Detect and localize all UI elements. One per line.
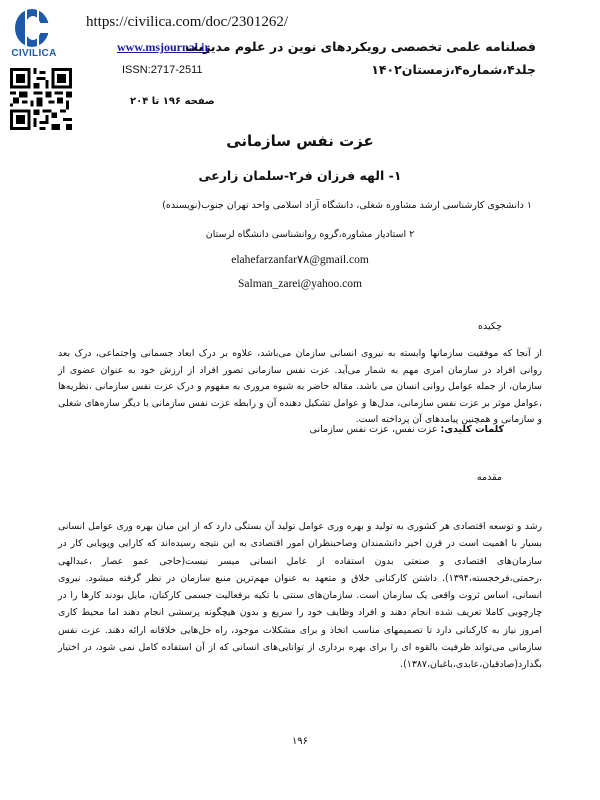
keywords-label: کلمات کلیدی: xyxy=(440,424,504,435)
logo-text: CIVILICA xyxy=(11,48,57,59)
affiliation-1: ۱ دانشجوی کارشناسی ارشد مشاوره شغلی، دانشگاه آزاد اسلامی واحد تهران جنوب(نویسنده) xyxy=(162,200,532,211)
abstract-text: از آنجا که موفقیت سازمانها وابسته به نیروی انسانی سازمان می‌باشد، علاوه بر درک ابعاد جسمانی واجتماعی، درک بعد روانی افراد در سازمان امری مهم به شمار می‌آید. عزت نفس سازمانی تصور افراد از ارزش خود به عنوان عضوی از سازمان، از جمله عوامل روانی انسان می باشد. مقاله حاضر به شیوه مروری به مفهوم و درک عزت نفس سازمانی ،نظریه‌ها ،عوامل موثر بر عزت نفس سازمانی، مدل‌ها و عوامل تشکیل دهنده آن و رابطه عزت نفس سازمانی با دیگر سازه‌های شغلی و سازمانی و همچنین پیامدهای آن پرداخته است. xyxy=(58,348,542,426)
email-2: Salman_zarei@yahoo.com xyxy=(238,278,362,290)
source-url[interactable]: https://civilica.com/doc/2301262/ xyxy=(86,14,289,30)
email-1: elahefarzanfar۷۸@gmail.com xyxy=(231,254,369,266)
affiliation-2: ۲ استادیار مشاوره،گروه روانشناسی دانشگاه لرستان xyxy=(205,229,415,240)
page-number: ۱۹۶ xyxy=(291,736,309,747)
qr-code[interactable] xyxy=(10,68,72,130)
journal-name: فصلنامه علمی تخصصی رویکردهای نوین در علوم مدیریت xyxy=(185,39,536,54)
issn: ISSN:2717-2511 xyxy=(122,64,203,76)
introduction-text: رشد و توسعه اقتصادی هر کشوری به تولید و بهره وری عوامل تولید آن بستگی دارد که از این میان بهره وری عوامل انسانی بسیار با اهمیت است در قرن اخیر دانشمندان وصاحبنظران امور اقتصادی به این نتیجه رسیده‌اند که کارایی وپویایی کار در سازمان‌های اقتصادی و صنعتی بدون استفاده از عامل انسانی میسر نیست(حاجی عمو عصار ،عبدالهی ،رحمتی،فرخجسته،۱۳۹۴). داشتن کارکنانی خلاق و متعهد به عنوان مهم‌ترین منبع سازمان در نظر گرفته میشود. نیروی انسانی، اساس ثروت واقعی یک سازمان است. سازمان‌های سنتی با تکیه برفعالیت جسمی کارکنان، مایل بودند کارها را در چارچوبی کاملا تعریف شده انجام دهند و افراد وظایف خود را سریع و بدون هیچگونه پرسشی انجام دهند اما محیط کاری امروز نیاز به کارکنانی دارد تا تصمیمهای مناسب اتخاذ و برای مشکلات موجود، راه حل‌هایی خلاقانه ارائه دهند. عزت نفس سازمانی می‌تواند ظرفیت بالقوه ای را برای بهره برداری از توانایی‌های انسانی که از آن استفاده کامل نمی شود، در اختیار بگذارد(صادقیان،عابدی،باغبان،۱۳۸۷). xyxy=(58,521,542,671)
civilica-c-icon xyxy=(12,8,52,48)
introduction-heading: مقدمه xyxy=(476,472,502,483)
volume-issue: جلد۴،شماره۴،زمستان۱۴۰۲ xyxy=(371,62,536,77)
journal-website-link[interactable]: www.msjournal.ir xyxy=(117,40,210,54)
keywords-value: عزت نفس، عزت نفس سازمانی xyxy=(309,424,438,435)
page-range: صفحه ۱۹۶ تا ۲۰۴ xyxy=(130,96,215,107)
keywords xyxy=(310,424,504,435)
abstract-heading: چکیده xyxy=(478,321,502,332)
article-title: عزت نفس سازمانی xyxy=(226,132,374,150)
civilica-logo[interactable] xyxy=(6,8,58,68)
article-authors: ۱- الهه فرزان فر۲-سلمان زارعی xyxy=(198,168,402,183)
